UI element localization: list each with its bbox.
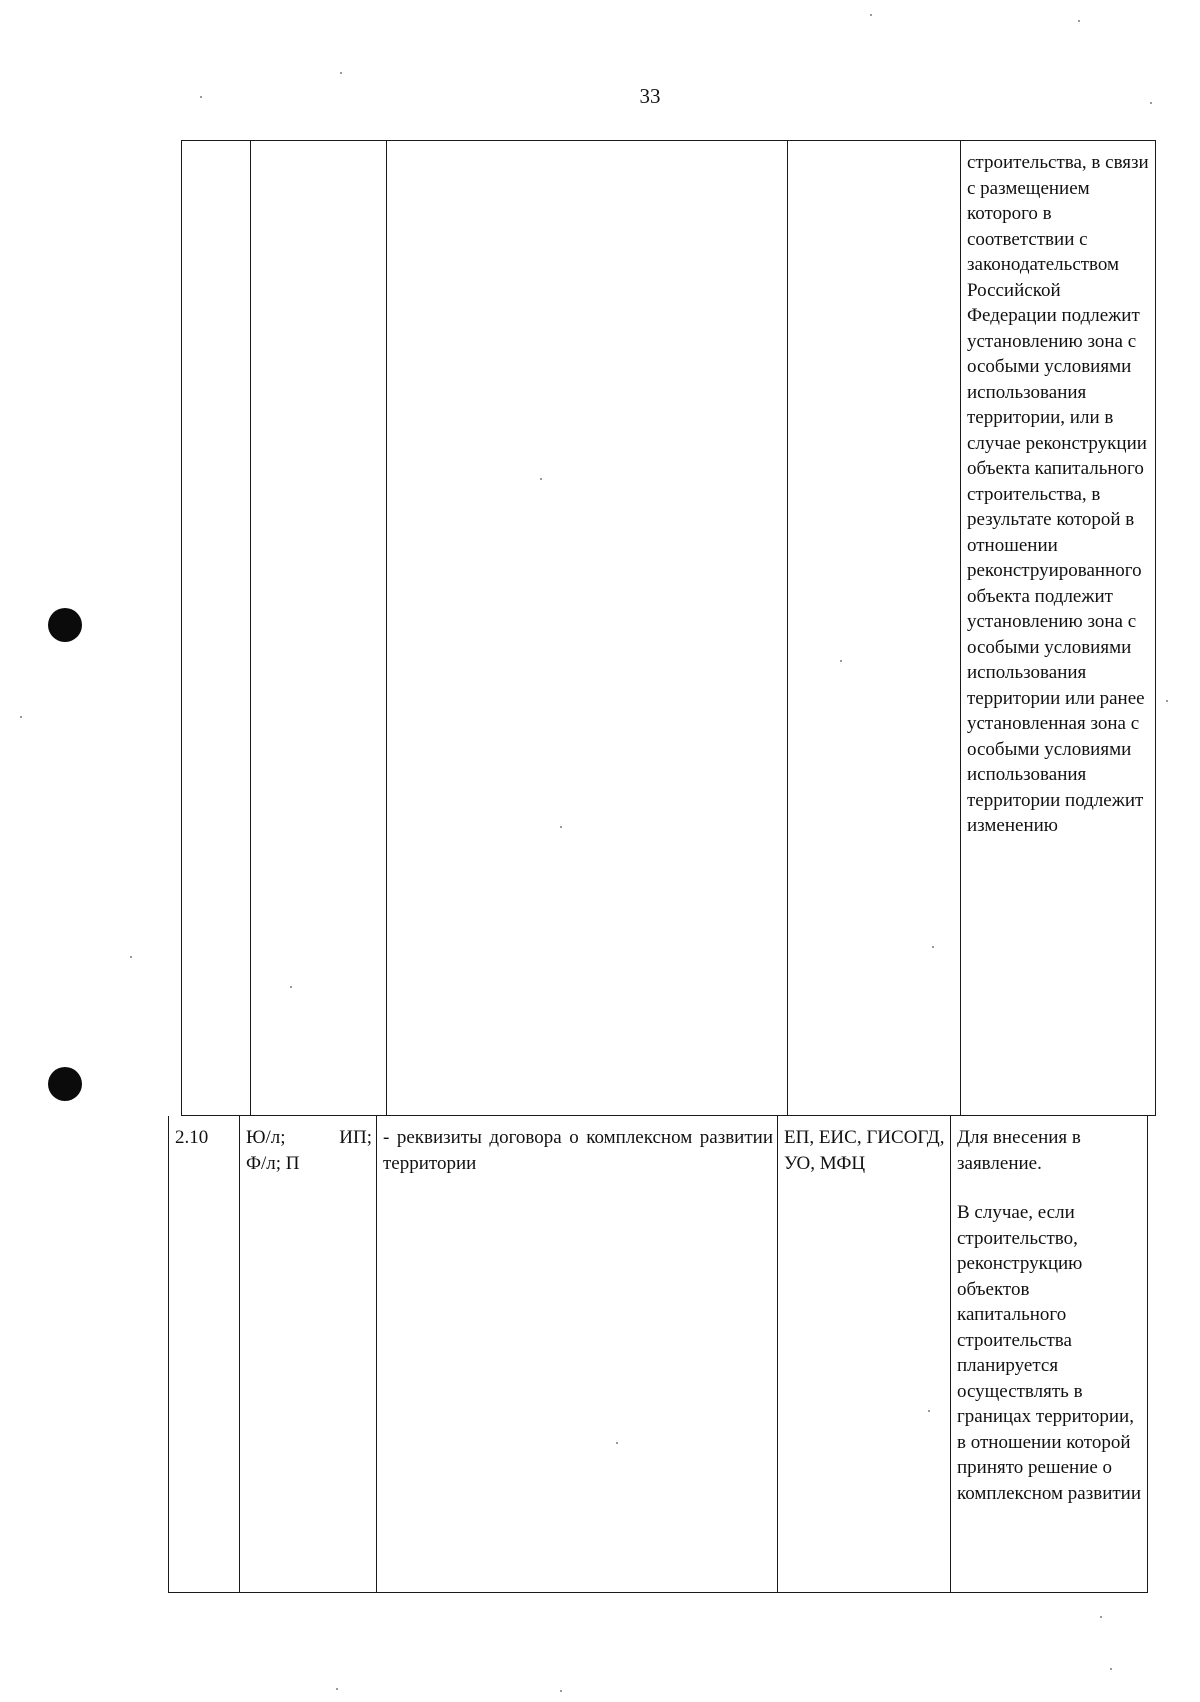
information-text bbox=[387, 141, 787, 156]
row-number-cell bbox=[169, 1116, 240, 1593]
notes-cell bbox=[961, 141, 1156, 1116]
applicant-line-2: Ф/л; П bbox=[246, 1152, 300, 1174]
information-cell bbox=[387, 141, 788, 1116]
punch-hole-bottom bbox=[48, 1067, 82, 1101]
punch-hole-top bbox=[48, 608, 82, 642]
information-text: - реквизиты договора о комплексном развитии территории bbox=[383, 1127, 773, 1174]
row-number: 2.10 bbox=[175, 1127, 209, 1148]
applicant-cell bbox=[251, 141, 387, 1116]
page-number: 33 bbox=[639, 84, 661, 108]
scan-speck bbox=[1100, 1616, 1102, 1618]
information-cell bbox=[377, 1116, 778, 1593]
sources-text bbox=[788, 141, 960, 156]
table-row bbox=[169, 1116, 1148, 1593]
sources-cell bbox=[788, 141, 961, 1116]
note-paragraph-1: Для внесения в заявление. bbox=[957, 1127, 1081, 1174]
scan-speck bbox=[340, 72, 342, 74]
applicant-categories bbox=[240, 1116, 376, 1182]
notes-text: строительства, в связи с размещением которого в соответствии с законодательством Российской Федерации подлежит установлению зона с особыми условиями использования территории, или в случае реконструкции объекта капитального строительства, в результате которой в отношении реконструированного объекта подлежит установлению зона с особыми условиями использования территории или ранее установленная зона с особыми условиями использования территории подлежит изменению bbox=[967, 152, 1149, 836]
scan-speck bbox=[870, 14, 872, 16]
row-number-cell bbox=[182, 141, 251, 1116]
row-number bbox=[182, 141, 250, 156]
table-continuation-part bbox=[181, 140, 1156, 1116]
scan-speck bbox=[130, 956, 132, 958]
scan-speck bbox=[1110, 1668, 1112, 1670]
scan-speck bbox=[20, 716, 22, 718]
scan-speck bbox=[336, 1688, 338, 1690]
notes-cell bbox=[951, 1116, 1148, 1593]
scan-speck bbox=[560, 1690, 562, 1692]
scan-speck bbox=[1166, 700, 1168, 702]
scan-speck bbox=[200, 96, 202, 98]
table-row bbox=[182, 141, 1156, 1116]
sources-text: ЕП, ЕИС, ГИСОГД, УО, МФЦ bbox=[784, 1127, 945, 1174]
scan-speck bbox=[1150, 102, 1152, 104]
applicant-line-1: Ю/л; ИП; bbox=[246, 1127, 372, 1148]
table-row-2-10-part bbox=[168, 1116, 1148, 1593]
applicant-cell bbox=[240, 1116, 377, 1593]
note-paragraph-2: В случае, если строительство, реконструкцию объектов капитального строительства планируется осуществлять в границах территории, в отношении которой принято решение о комплексном развитии bbox=[957, 1202, 1141, 1504]
scan-speck bbox=[1078, 20, 1080, 22]
applicant-categories bbox=[251, 141, 386, 156]
notes-text bbox=[951, 1116, 1147, 1512]
sources-cell bbox=[778, 1116, 951, 1593]
